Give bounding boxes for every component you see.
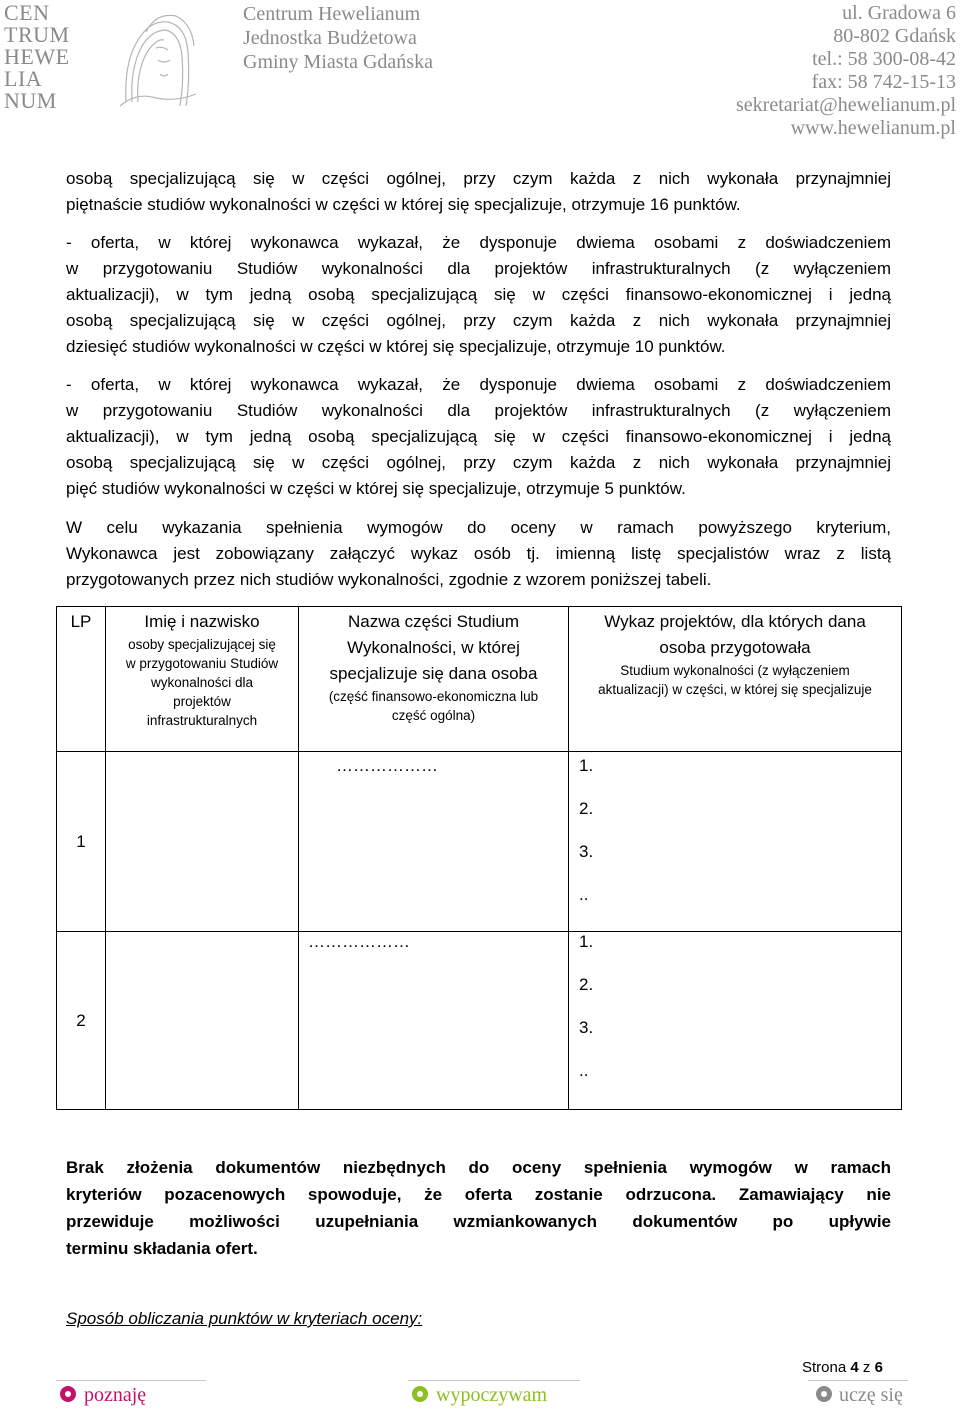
hewelianum-logo — [4, 0, 200, 112]
row-name-cell[interactable] — [106, 932, 299, 1110]
project-item: .. — [579, 1061, 589, 1080]
row-lp-cell — [57, 752, 106, 932]
bullet-icon — [60, 1386, 76, 1402]
bullet-icon — [816, 1386, 832, 1402]
project-item: 3. — [579, 1018, 594, 1037]
rejection-notice — [66, 1154, 891, 1262]
header-cell-name — [106, 607, 299, 752]
header-part-sub: (część finansowo-ekonomiczna lub — [328, 689, 539, 704]
org-line: Centrum Hewelianum — [243, 3, 421, 25]
page-current: 4 — [850, 1359, 859, 1376]
paragraph-ten-points — [66, 230, 891, 360]
text-line: - oferta, w której wykonawca wykazał, że dysponuje dwiema osobami z doświadczeniem — [66, 375, 891, 394]
text-line: - oferta, w której wykonawca wykazał, że dysponuje dwiema osobami z doświadczeniem — [66, 233, 891, 252]
row-name-cell[interactable] — [106, 752, 299, 932]
header-name-sub: wykonalności dla — [150, 675, 254, 690]
footer-divider — [56, 1380, 206, 1381]
text-line: przewiduje możliwości uzupełniania wzmiankowanych dokumentów po upływie — [66, 1212, 891, 1231]
text-line: piętnaście studiów wykonalności w części w której się specjalizuje, otrzymuje 16 punktów. — [66, 195, 741, 214]
row-projects-cell[interactable] — [569, 932, 902, 1110]
row-lp-cell — [57, 932, 106, 1110]
project-item: 2. — [579, 975, 594, 994]
header-name-sub: osoby specjalizującej się — [128, 637, 276, 652]
org-line: Gminy Miasta Gdańska — [243, 51, 433, 73]
footer-item-ucze-sie[interactable] — [808, 1380, 908, 1410]
hevelius-portrait-icon — [116, 2, 200, 110]
logo-line: TRUM — [4, 22, 70, 47]
footer-item-poznaje[interactable] — [56, 1380, 206, 1410]
footer-divider — [808, 1380, 908, 1381]
page-total: 6 — [874, 1359, 883, 1376]
row-part-placeholder: ……………… — [336, 756, 438, 775]
header-lp-label: LP — [70, 612, 92, 631]
text-line: aktualizacji), w tym jedną osobą specjalizującą się w części finansowo-ekonomicznej i jedną — [66, 427, 891, 446]
header-projects-label: Wykaz projektów, dla których dana — [604, 612, 866, 631]
text-line: osobą specjalizującą się w części ogólnej, przy czym każda z nich wykonała przynajmniej — [66, 169, 891, 188]
text-line: W celu wykazania spełnienia wymogów do oceny w ramach powyższego kryterium, — [66, 518, 891, 537]
header-cell-part — [299, 607, 569, 752]
project-item: 1. — [579, 756, 594, 775]
footer-label: uczę się — [839, 1384, 903, 1406]
contact-address: ul. Gradowa 6 — [842, 2, 956, 24]
row-part-cell[interactable] — [299, 752, 569, 932]
header-cell-lp — [57, 607, 106, 752]
row-part-cell[interactable] — [299, 932, 569, 1110]
text-line: dziesięć studiów wykonalności w części w której się specjalizuje, otrzymuje 10 punktów. — [66, 337, 726, 356]
text-line: Wykonawca jest zobowiązany załączyć wykaz osób tj. imienną listę specjalistów wraz z listą — [66, 544, 891, 563]
text-line: pięć studiów wykonalności w części w której się specjalizuje, otrzymuje 5 punktów. — [66, 479, 686, 498]
page-number — [802, 1359, 883, 1376]
organization-name — [243, 2, 433, 74]
contact-website[interactable]: www.hewelianum.pl — [790, 117, 956, 139]
table-row — [57, 932, 902, 1110]
contact-email[interactable]: sekretariat@hewelianum.pl — [736, 94, 956, 116]
contact-phone: tel.: 58 300-08-42 — [812, 48, 956, 70]
row-lp: 1 — [76, 831, 86, 851]
bullet-icon — [412, 1386, 428, 1402]
logo-line: HEWE — [4, 44, 70, 69]
contact-info — [736, 2, 956, 140]
contact-fax: fax: 58 742-15-13 — [811, 71, 956, 93]
table-header-row — [57, 607, 902, 752]
footer-label: poznaję — [84, 1384, 147, 1406]
text-line: osobą specjalizującą się w części ogólnej, przy czym każda z nich wykonała przynajmniej — [66, 453, 891, 472]
header-projects-sub: aktualizacji) w części, w której się specjalizuje — [598, 682, 872, 697]
table-row — [57, 752, 902, 932]
row-projects-cell[interactable] — [569, 752, 902, 932]
header-part-label: specjalizuje się dana osoba — [329, 664, 538, 683]
text-line: w przygotowaniu Studiów wykonalności dla projektów infrastrukturalnych (z wyłączeniem — [66, 259, 891, 278]
project-item: .. — [579, 885, 589, 904]
header-cell-projects — [569, 607, 902, 752]
page-sep: z — [858, 1359, 875, 1376]
row-part-placeholder: ……………… — [308, 932, 410, 951]
footer-item-wypoczywam[interactable] — [408, 1380, 580, 1410]
text-line: osobą specjalizującą się w części ogólnej, przy czym każda z nich wykonała przynajmniej — [66, 311, 891, 330]
project-item: 1. — [579, 932, 594, 951]
header-projects-label: osoba przygotowała — [659, 638, 811, 657]
logo-line: CEN — [4, 0, 50, 25]
paragraph-five-points — [66, 372, 891, 502]
specialists-table — [56, 606, 902, 1110]
section-heading-scoring: Sposób obliczania punktów w kryteriach oceny: — [66, 1309, 423, 1328]
paragraph-required-list — [66, 515, 891, 593]
header-name-label: Imię i nazwisko — [144, 612, 260, 631]
header-part-sub: część ogólna) — [391, 708, 476, 723]
header-projects-sub: Studium wykonalności (z wyłączeniem — [620, 663, 850, 678]
contact-city: 80-802 Gdańsk — [833, 25, 956, 47]
logo-line: LIA — [4, 66, 43, 91]
header-name-sub: infrastrukturalnych — [146, 713, 258, 728]
text-line: w przygotowaniu Studiów wykonalności dla projektów infrastrukturalnych (z wyłączeniem — [66, 401, 891, 420]
project-item: 2. — [579, 799, 594, 818]
header-name-sub: w przygotowaniu Studiów — [125, 656, 279, 671]
paragraph-sixteen-points — [66, 166, 891, 218]
header-part-label: Wykonalności, w której — [347, 638, 520, 657]
text-line: Brak złożenia dokumentów niezbędnych do oceny spełnienia wymogów w ramach — [66, 1158, 891, 1177]
text-line: terminu składania ofert. — [66, 1239, 258, 1258]
footer-divider — [408, 1380, 580, 1381]
org-line: Jednostka Budżetowa — [243, 27, 417, 49]
logo-line: NUM — [4, 88, 57, 113]
project-item: 3. — [579, 842, 594, 861]
header-part-label: Nazwa części Studium — [347, 612, 519, 631]
footer-label: wypoczywam — [436, 1384, 548, 1406]
row-lp: 2 — [76, 1010, 86, 1030]
text-line: przygotowanych przez nich studiów wykonalności, zgodnie z wzorem poniższej tabeli. — [66, 570, 712, 589]
text-line: aktualizacji), w tym jedną osobą specjalizującą się w części finansowo-ekonomicznej i jedną — [66, 285, 891, 304]
page-prefix: Strona — [802, 1359, 851, 1376]
header-name-sub: projektów — [173, 694, 231, 709]
text-line: kryteriów pozacenowych spowoduje, że oferta zostanie odrzucona. Zamawiający nie — [66, 1185, 891, 1204]
